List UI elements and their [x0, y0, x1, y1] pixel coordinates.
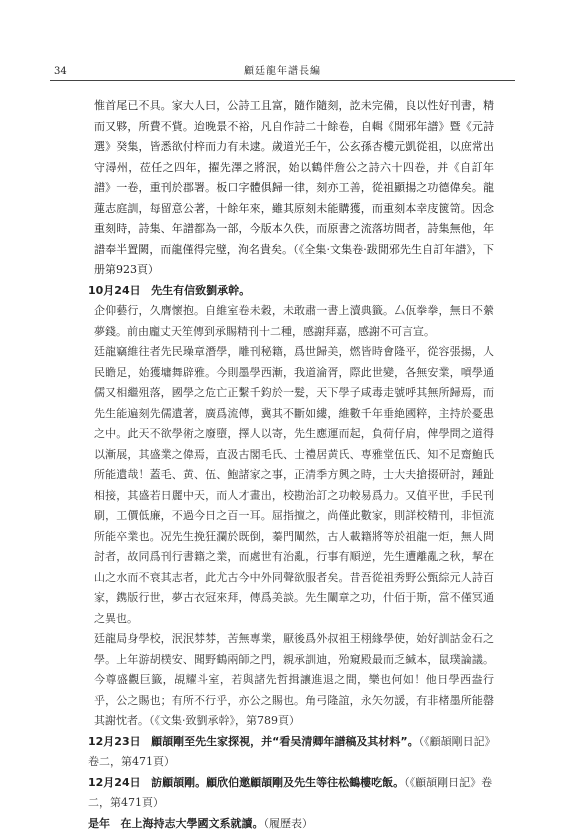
- entry-date: 12月24日: [88, 776, 141, 789]
- entry-source: （《顧頡剛日記》卷二，第471頁）: [88, 776, 492, 810]
- entry-title: 顧頡剛至先生家探視，并“看吴清卿年譜稿及其材料”。: [151, 735, 418, 748]
- page-header: [50, 66, 515, 81]
- letter-to-liu-chenggan: [94, 301, 494, 732]
- entry-date: 10月24日: [88, 284, 141, 297]
- page-number: 34: [54, 66, 67, 78]
- entry-source: （履歷表）: [264, 817, 314, 830]
- entry-date: 是年: [88, 817, 110, 830]
- entry-oct-24: [88, 281, 494, 302]
- letter-paragraph: 廷龍局身學校，泯泯棼棼，苦無專業，厭後爲外叔祖王栩緣學使，始好訓詁金石之學。上年游胡樸安、聞野鶴兩師之門，親承訓迪，殆窺殿最而乏緘本，鼠璞論議。今尊盛觀巨籤，覘耀斗室，若與諸先哲揖讓進退之間，樂也何如！他日學西盎行乎，公之賜也；有所不行乎，亦公之賜也。角弓隆誼，永矢勿諼，有非楮墨所能罄其謝忱者。（《文集·致劉承幹》，第789頁）: [94, 629, 494, 732]
- entry-title: 訪顧頡剛。顧欣伯邀顧頡剛及先生等往松鶴樓吃飯。: [151, 776, 404, 789]
- entry-title: 在上海持志大學國文系就讀。: [121, 817, 264, 830]
- entry-date: 12月23日: [88, 735, 141, 748]
- opening-paragraph: 惟首尾已不具。家大人曰，公詩工且富，隨作隨刻，訖未完備，良以性好刊書，精而又夥，所費不貲。迨晚景不裕，凡自作詩二十餘卷，自輯《閒邪年譜》暨《元詩選》癸集，皆悉欲付梓而力有未逮。歲道光壬午，公玄孫杏樓元凱從祖，以庶常出守潯州，莅任之四年，擢先澤之將泯，始以鶴伴詹公之詩六十四卷，并《自訂年譜》一卷，重刊於郡署。板口字體俱歸一律，刻亦工善，從祖顯揚之功德偉矣。龍蓮志庭訓，每留意公著，十餘年來，雖其原刻未能購獲，而重刻本幸庋篋笥。因念重刻時，詩集、年譜都為一部，今版本久佚，而原書之流落坊間者，詩集無他，年譜奉半置闕，而龍僅得完璧，洵名貴矣。（《全集·文集卷·跋閒邪先生自訂年譜》，下册第923頁）: [94, 96, 494, 281]
- entry-source: （《顧頡剛日記》卷二，第471頁）: [88, 735, 490, 769]
- page-body: [94, 96, 494, 834]
- letter-paragraph: 企仰藝行，久膺懷抱。自維室卷未穀，未敢肅一書上瀆典籤。厶佤拳拳，無日不縈夢錢。前由龐丈天笙傳到承賜精刊十二種，感謝拜嘉，感謝不可言宣。: [94, 301, 494, 342]
- letter-paragraph: 廷龍竊維往者先民璪章潛學，雕刊秘籍，爲世歸美，燃皆時會隆平，從容張揚，人民瞻足，始獲墉舞辟雅。今則墨學西漸，我道淪胥，際此世變，各無安業，嗊學通儒又相繼殂落，國學之危亡正繫千鈞於一髮，天下學子咸毒走號呼其無所歸焉，而先生能遍刻先儒遺著，廣爲流傳，冀其不斷如縷，維數千年垂絶國粹，主持於憂患之中。此天不欲學術之廢墮，擇人以寄，先生應運而起，負荷仔肩，俾學問之道得以漸展，其盛業之偉焉，直汲古閣毛氏、士禮居黄氏、専雅堂伍氏、知不足齋鮑氏所能遺哉！蓋毛、黄、伍、鮑諸家之事，正清季方興之時，士大夫搶掇研討，踵趾相接，其盛若日麗中天，而人才畫出，校勘治訂之功較易爲力。又值平世，手民刊刷，工價低廉，不過今日之百一耳。屈指擅之，尚僅此數家，則詳校精刊，非恒流所能卒業也。况先生挽狂瀾於既倒，蓁門闡然，古人載籍將等於祖龍一炬，無人問討者，故同爲刊行書籍之業，而處世有治亂，行事有順逆，先生遭離亂之秋，挈在山之水而不衰其志者，此尤古今中外同聲欲服者矣。昔吾從祖秀野公甄綜元人詩百家，鎸版行世，夢古衣冠來拜，傳爲美談。先生闡章之功，什佰于斯，當不僅冥通之異也。: [94, 342, 494, 629]
- entry-this-year: [88, 814, 494, 834]
- entry-dec-23: [88, 732, 494, 773]
- entry-dec-24: [88, 773, 494, 814]
- entry-title: 先生有信致劉承幹。: [151, 284, 250, 297]
- running-title: 顧廷龍年譜長編: [50, 66, 515, 78]
